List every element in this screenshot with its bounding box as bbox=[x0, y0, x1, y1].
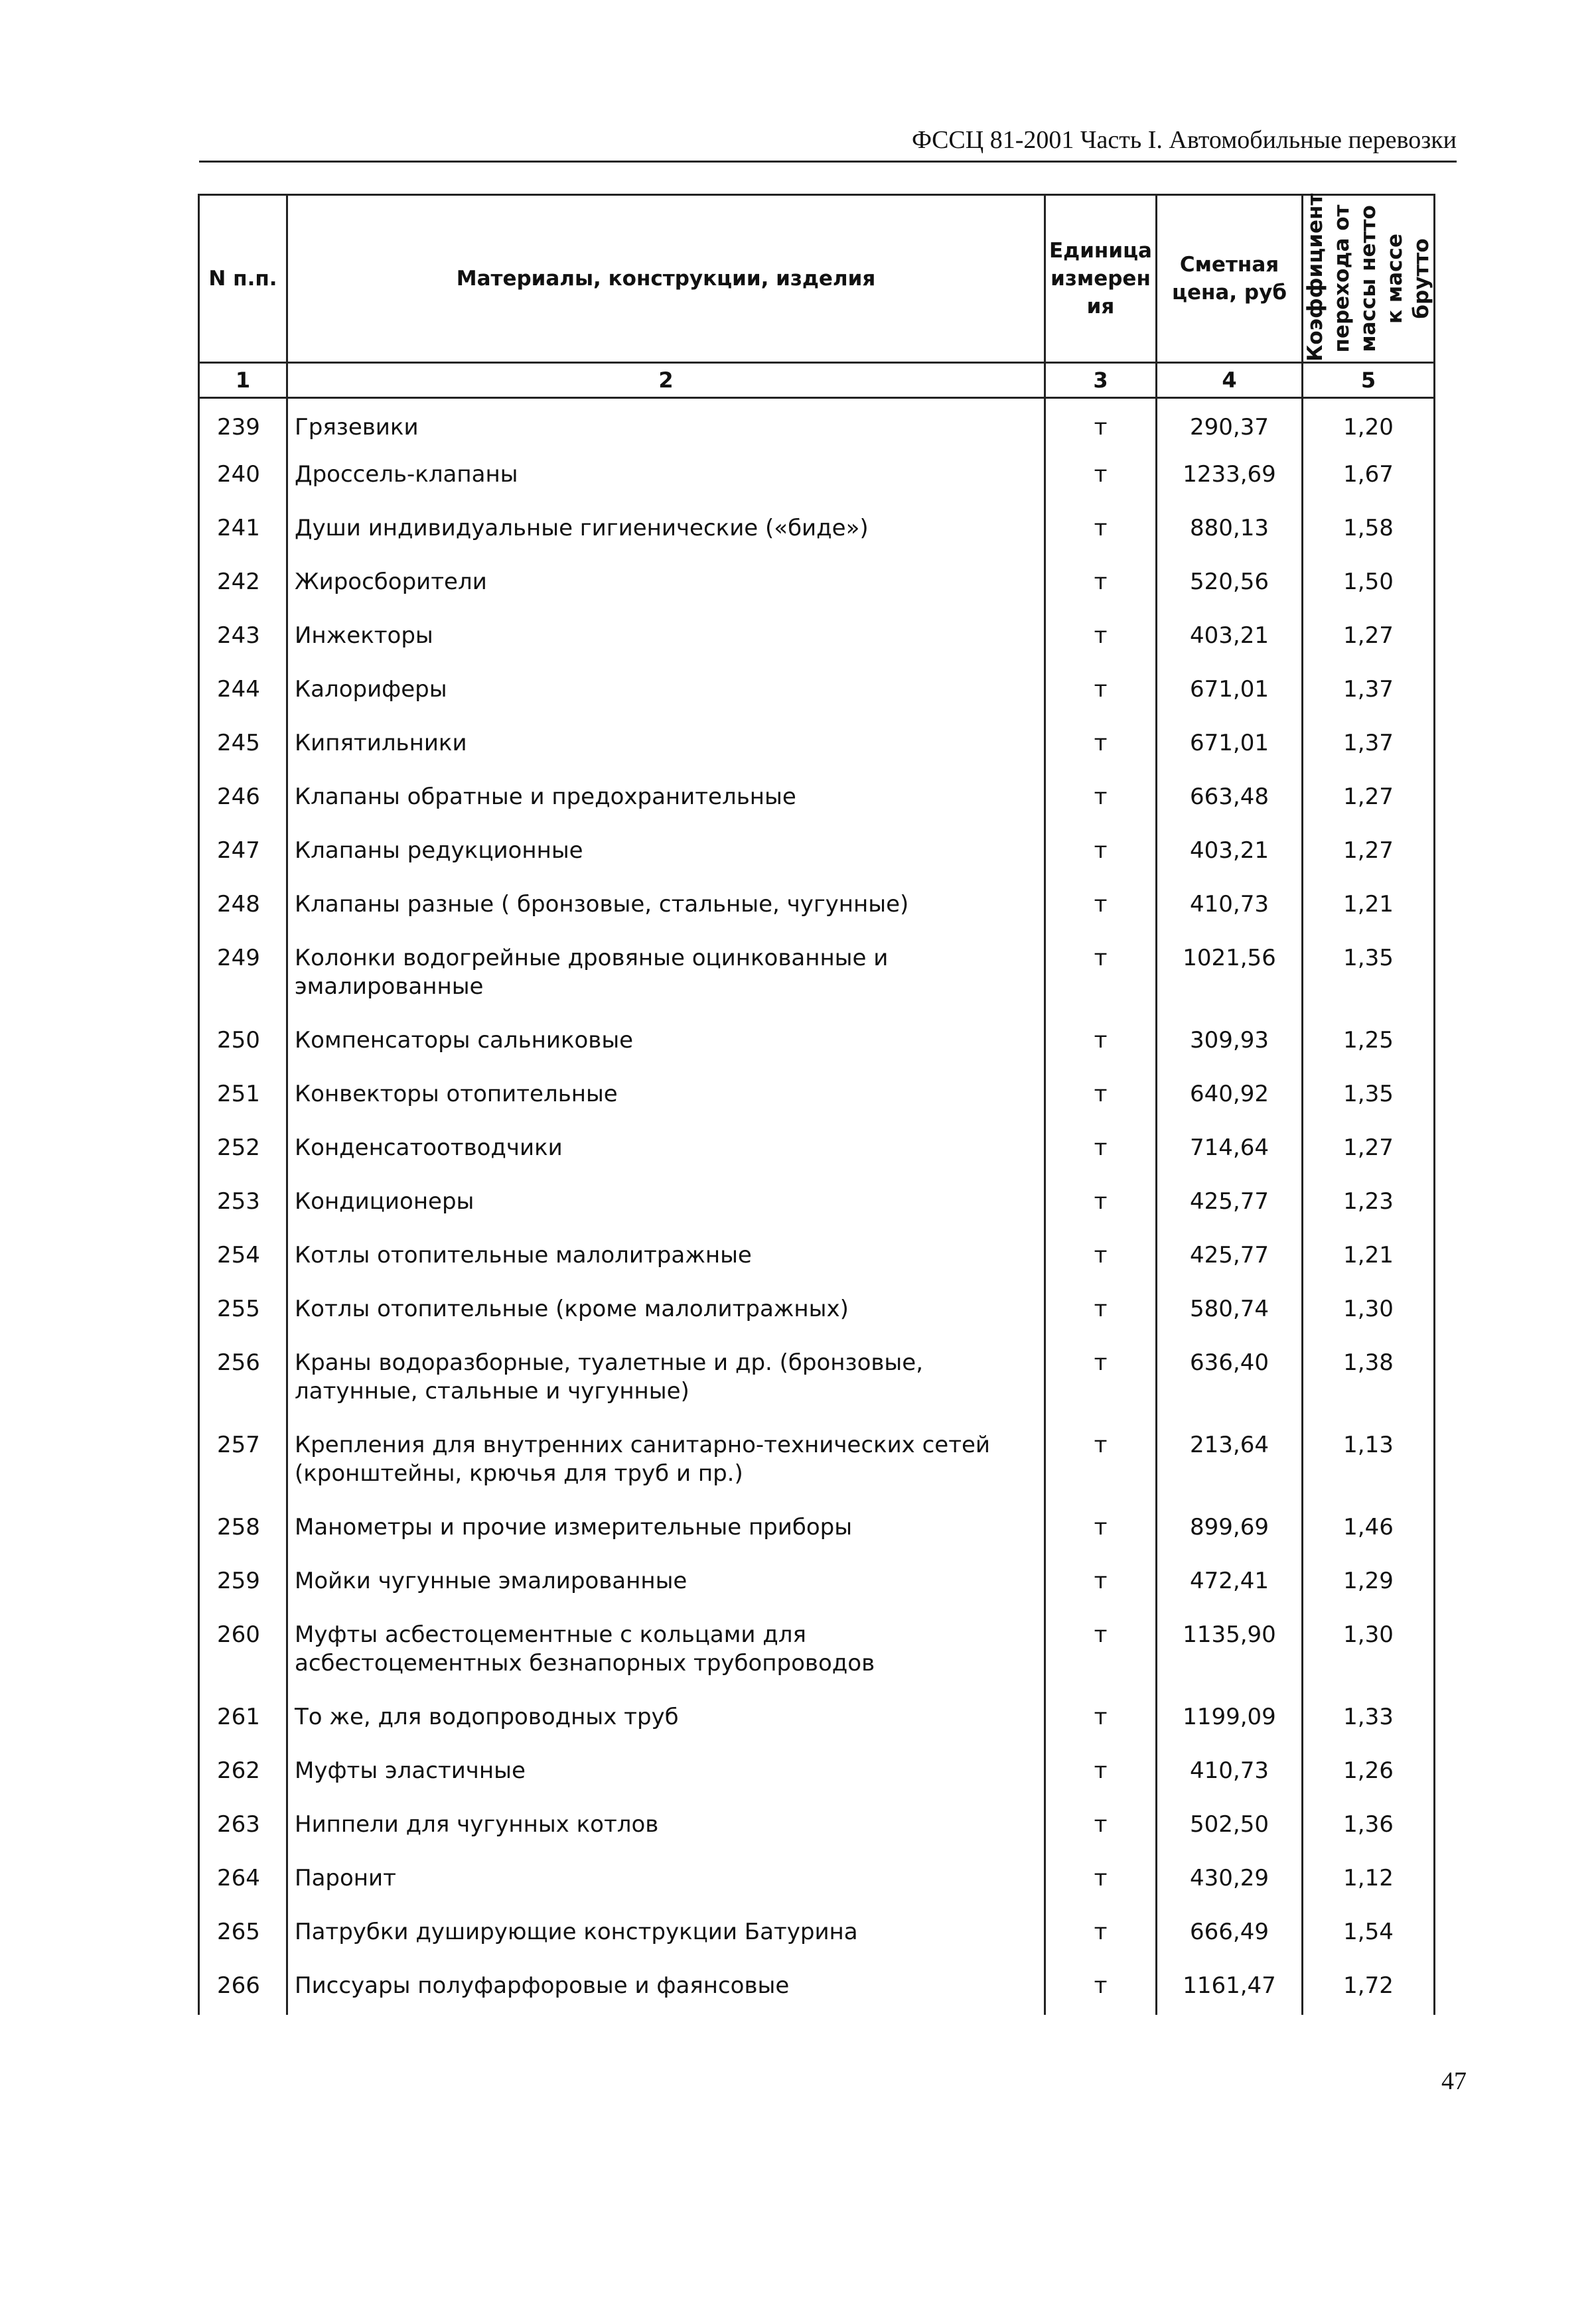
column-number: 5 bbox=[1303, 363, 1435, 398]
mass-coefficient: 1,30 bbox=[1303, 1288, 1435, 1342]
estimated-price: 425,77 bbox=[1157, 1181, 1303, 1235]
unit-of-measure: т bbox=[1045, 1614, 1157, 1696]
row-number: 253 bbox=[199, 1181, 287, 1235]
table-row bbox=[199, 454, 1435, 508]
table-row bbox=[199, 615, 1435, 669]
material-name: Муфты эластичные bbox=[287, 1750, 1045, 1804]
mass-coefficient: 1,35 bbox=[1303, 1073, 1435, 1127]
column-number: 1 bbox=[199, 363, 287, 398]
row-number: 255 bbox=[199, 1288, 287, 1342]
column-header-coefficient bbox=[1303, 195, 1435, 363]
material-name: Конденсатоотводчики bbox=[287, 1127, 1045, 1181]
estimated-price: 580,74 bbox=[1157, 1288, 1303, 1342]
mass-coefficient: 1,37 bbox=[1303, 722, 1435, 776]
mass-coefficient: 1,36 bbox=[1303, 1804, 1435, 1858]
estimated-price: 899,69 bbox=[1157, 1507, 1303, 1560]
mass-coefficient: 1,33 bbox=[1303, 1696, 1435, 1750]
row-number: 240 bbox=[199, 454, 287, 508]
unit-of-measure: т bbox=[1045, 722, 1157, 776]
unit-of-measure: т bbox=[1045, 561, 1157, 615]
unit-of-measure: т bbox=[1045, 615, 1157, 669]
table-body bbox=[199, 398, 1435, 2016]
row-number: 256 bbox=[199, 1342, 287, 1424]
materials-price-table bbox=[198, 194, 1435, 2015]
mass-coefficient: 1,37 bbox=[1303, 669, 1435, 722]
column-header-price: Сметная цена, руб bbox=[1157, 195, 1303, 363]
materials-table-container bbox=[198, 194, 1433, 2015]
mass-coefficient: 1,54 bbox=[1303, 1911, 1435, 1965]
table-row bbox=[199, 830, 1435, 884]
material-name: Писсуары полуфарфоровые и фаянсовые bbox=[287, 1965, 1045, 2015]
estimated-price: 425,77 bbox=[1157, 1235, 1303, 1288]
estimated-price: 290,37 bbox=[1157, 398, 1303, 454]
material-name: Клапаны обратные и предохранительные bbox=[287, 776, 1045, 830]
material-name: Жиросборители bbox=[287, 561, 1045, 615]
estimated-price: 520,56 bbox=[1157, 561, 1303, 615]
column-header-number: N п.п. bbox=[199, 195, 287, 363]
table-row bbox=[199, 937, 1435, 1020]
estimated-price: 880,13 bbox=[1157, 508, 1303, 561]
table-row bbox=[199, 1804, 1435, 1858]
mass-coefficient: 1,27 bbox=[1303, 1127, 1435, 1181]
mass-coefficient: 1,27 bbox=[1303, 776, 1435, 830]
row-number: 266 bbox=[199, 1965, 287, 2015]
material-name: Дроссель-клапаны bbox=[287, 454, 1045, 508]
material-name: Муфты асбестоцементные с кольцами для асбестоцементных безнапорных трубопроводов bbox=[287, 1614, 1045, 1696]
table-row bbox=[199, 1858, 1435, 1911]
table-row bbox=[199, 1181, 1435, 1235]
row-number: 254 bbox=[199, 1235, 287, 1288]
mass-coefficient: 1,29 bbox=[1303, 1560, 1435, 1614]
mass-coefficient: 1,21 bbox=[1303, 884, 1435, 937]
column-numbers-row bbox=[199, 363, 1435, 398]
column-header-unit: Единица измерен ия bbox=[1045, 195, 1157, 363]
material-name: Конвекторы отопительные bbox=[287, 1073, 1045, 1127]
unit-of-measure: т bbox=[1045, 884, 1157, 937]
row-number: 257 bbox=[199, 1424, 287, 1507]
unit-of-measure: т bbox=[1045, 1696, 1157, 1750]
material-name: Краны водоразборные, туалетные и др. (бронзовые, латунные, стальные и чугунные) bbox=[287, 1342, 1045, 1424]
mass-coefficient: 1,23 bbox=[1303, 1181, 1435, 1235]
table-header-row bbox=[199, 195, 1435, 363]
table-row bbox=[199, 1750, 1435, 1804]
estimated-price: 1021,56 bbox=[1157, 937, 1303, 1020]
mass-coefficient: 1,35 bbox=[1303, 937, 1435, 1020]
unit-of-measure: т bbox=[1045, 508, 1157, 561]
mass-coefficient: 1,50 bbox=[1303, 561, 1435, 615]
material-name: Паронит bbox=[287, 1858, 1045, 1911]
estimated-price: 636,40 bbox=[1157, 1342, 1303, 1424]
column-number: 4 bbox=[1157, 363, 1303, 398]
material-name: Манометры и прочие измерительные приборы bbox=[287, 1507, 1045, 1560]
material-name: Котлы отопительные (кроме малолитражных) bbox=[287, 1288, 1045, 1342]
table-row bbox=[199, 1965, 1435, 2015]
estimated-price: 410,73 bbox=[1157, 884, 1303, 937]
unit-of-measure: т bbox=[1045, 454, 1157, 508]
estimated-price: 640,92 bbox=[1157, 1073, 1303, 1127]
column-header-materials: Материалы, конструкции, изделия bbox=[287, 195, 1045, 363]
mass-coefficient: 1,72 bbox=[1303, 1965, 1435, 2015]
table-row bbox=[199, 1235, 1435, 1288]
material-name: Калориферы bbox=[287, 669, 1045, 722]
table-row bbox=[199, 1560, 1435, 1614]
material-name: Котлы отопительные малолитражные bbox=[287, 1235, 1045, 1288]
estimated-price: 1161,47 bbox=[1157, 1965, 1303, 2015]
estimated-price: 671,01 bbox=[1157, 722, 1303, 776]
estimated-price: 666,49 bbox=[1157, 1911, 1303, 1965]
row-number: 243 bbox=[199, 615, 287, 669]
material-name: Кипятильники bbox=[287, 722, 1045, 776]
material-name: Ниппели для чугунных котлов bbox=[287, 1804, 1045, 1858]
unit-of-measure: т bbox=[1045, 1020, 1157, 1073]
estimated-price: 213,64 bbox=[1157, 1424, 1303, 1507]
row-number: 247 bbox=[199, 830, 287, 884]
estimated-price: 714,64 bbox=[1157, 1127, 1303, 1181]
row-number: 258 bbox=[199, 1507, 287, 1560]
row-number: 264 bbox=[199, 1858, 287, 1911]
unit-of-measure: т bbox=[1045, 1127, 1157, 1181]
row-number: 246 bbox=[199, 776, 287, 830]
mass-coefficient: 1,26 bbox=[1303, 1750, 1435, 1804]
table-row bbox=[199, 776, 1435, 830]
row-number: 241 bbox=[199, 508, 287, 561]
estimated-price: 1233,69 bbox=[1157, 454, 1303, 508]
material-name: Клапаны разные ( бронзовые, стальные, чугунные) bbox=[287, 884, 1045, 937]
row-number: 248 bbox=[199, 884, 287, 937]
estimated-price: 663,48 bbox=[1157, 776, 1303, 830]
page-number: 47 bbox=[1441, 2067, 1467, 2095]
table-header bbox=[199, 195, 1435, 398]
column-header-coefficient-label: Коэффициент перехода от массы нетто к массе брутто bbox=[1303, 193, 1433, 362]
row-number: 239 bbox=[199, 398, 287, 454]
mass-coefficient: 1,58 bbox=[1303, 508, 1435, 561]
table-row bbox=[199, 508, 1435, 561]
mass-coefficient: 1,30 bbox=[1303, 1614, 1435, 1696]
row-number: 242 bbox=[199, 561, 287, 615]
table-row bbox=[199, 884, 1435, 937]
unit-of-measure: т bbox=[1045, 776, 1157, 830]
table-row bbox=[199, 1020, 1435, 1073]
unit-of-measure: т bbox=[1045, 669, 1157, 722]
mass-coefficient: 1,38 bbox=[1303, 1342, 1435, 1424]
unit-of-measure: т bbox=[1045, 937, 1157, 1020]
material-name: Компенсаторы сальниковые bbox=[287, 1020, 1045, 1073]
mass-coefficient: 1,21 bbox=[1303, 1235, 1435, 1288]
unit-of-measure: т bbox=[1045, 830, 1157, 884]
unit-of-measure: т bbox=[1045, 1288, 1157, 1342]
mass-coefficient: 1,27 bbox=[1303, 615, 1435, 669]
table-row bbox=[199, 722, 1435, 776]
mass-coefficient: 1,67 bbox=[1303, 454, 1435, 508]
column-number: 2 bbox=[287, 363, 1045, 398]
material-name: Клапаны редукционные bbox=[287, 830, 1045, 884]
unit-of-measure: т bbox=[1045, 1911, 1157, 1965]
estimated-price: 1199,09 bbox=[1157, 1696, 1303, 1750]
row-number: 250 bbox=[199, 1020, 287, 1073]
table-row bbox=[199, 561, 1435, 615]
row-number: 259 bbox=[199, 1560, 287, 1614]
row-number: 244 bbox=[199, 669, 287, 722]
table-row bbox=[199, 1614, 1435, 1696]
row-number: 245 bbox=[199, 722, 287, 776]
estimated-price: 1135,90 bbox=[1157, 1614, 1303, 1696]
mass-coefficient: 1,25 bbox=[1303, 1020, 1435, 1073]
mass-coefficient: 1,12 bbox=[1303, 1858, 1435, 1911]
row-number: 265 bbox=[199, 1911, 287, 1965]
estimated-price: 502,50 bbox=[1157, 1804, 1303, 1858]
estimated-price: 430,29 bbox=[1157, 1858, 1303, 1911]
column-number: 3 bbox=[1045, 363, 1157, 398]
estimated-price: 410,73 bbox=[1157, 1750, 1303, 1804]
unit-of-measure: т bbox=[1045, 1560, 1157, 1614]
unit-of-measure: т bbox=[1045, 1507, 1157, 1560]
material-name: Инжекторы bbox=[287, 615, 1045, 669]
mass-coefficient: 1,46 bbox=[1303, 1507, 1435, 1560]
unit-of-measure: т bbox=[1045, 1424, 1157, 1507]
material-name: Колонки водогрейные дровяные оцинкованные и эмалированные bbox=[287, 937, 1045, 1020]
estimated-price: 671,01 bbox=[1157, 669, 1303, 722]
table-row bbox=[199, 1507, 1435, 1560]
material-name: Патрубки душирующие конструкции Батурина bbox=[287, 1911, 1045, 1965]
row-number: 249 bbox=[199, 937, 287, 1020]
table-row bbox=[199, 1342, 1435, 1424]
row-number: 262 bbox=[199, 1750, 287, 1804]
unit-of-measure: т bbox=[1045, 1750, 1157, 1804]
material-name: Крепления для внутренних санитарно-технических сетей (кронштейны, крючья для труб и пр.) bbox=[287, 1424, 1045, 1507]
material-name: То же, для водопроводных труб bbox=[287, 1696, 1045, 1750]
table-row bbox=[199, 1288, 1435, 1342]
running-header: ФССЦ 81-2001 Часть I. Автомобильные перевозки bbox=[199, 123, 1457, 163]
row-number: 263 bbox=[199, 1804, 287, 1858]
unit-of-measure: т bbox=[1045, 1858, 1157, 1911]
row-number: 261 bbox=[199, 1696, 287, 1750]
unit-of-measure: т bbox=[1045, 1804, 1157, 1858]
estimated-price: 403,21 bbox=[1157, 830, 1303, 884]
unit-of-measure: т bbox=[1045, 1965, 1157, 2015]
table-row bbox=[199, 1073, 1435, 1127]
table-row bbox=[199, 669, 1435, 722]
estimated-price: 472,41 bbox=[1157, 1560, 1303, 1614]
mass-coefficient: 1,27 bbox=[1303, 830, 1435, 884]
material-name: Души индивидуальные гигиенические («биде») bbox=[287, 508, 1045, 561]
row-number: 260 bbox=[199, 1614, 287, 1696]
estimated-price: 403,21 bbox=[1157, 615, 1303, 669]
material-name: Грязевики bbox=[287, 398, 1045, 454]
estimated-price: 309,93 bbox=[1157, 1020, 1303, 1073]
mass-coefficient: 1,13 bbox=[1303, 1424, 1435, 1507]
unit-of-measure: т bbox=[1045, 1235, 1157, 1288]
material-name: Мойки чугунные эмалированные bbox=[287, 1560, 1045, 1614]
unit-of-measure: т bbox=[1045, 1342, 1157, 1424]
material-name: Кондиционеры bbox=[287, 1181, 1045, 1235]
mass-coefficient: 1,20 bbox=[1303, 398, 1435, 454]
unit-of-measure: т bbox=[1045, 1181, 1157, 1235]
unit-of-measure: т bbox=[1045, 398, 1157, 454]
table-row bbox=[199, 1127, 1435, 1181]
table-row bbox=[199, 1911, 1435, 1965]
table-row bbox=[199, 1424, 1435, 1507]
table-row bbox=[199, 1696, 1435, 1750]
unit-of-measure: т bbox=[1045, 1073, 1157, 1127]
row-number: 252 bbox=[199, 1127, 287, 1181]
row-number: 251 bbox=[199, 1073, 287, 1127]
table-row bbox=[199, 398, 1435, 454]
